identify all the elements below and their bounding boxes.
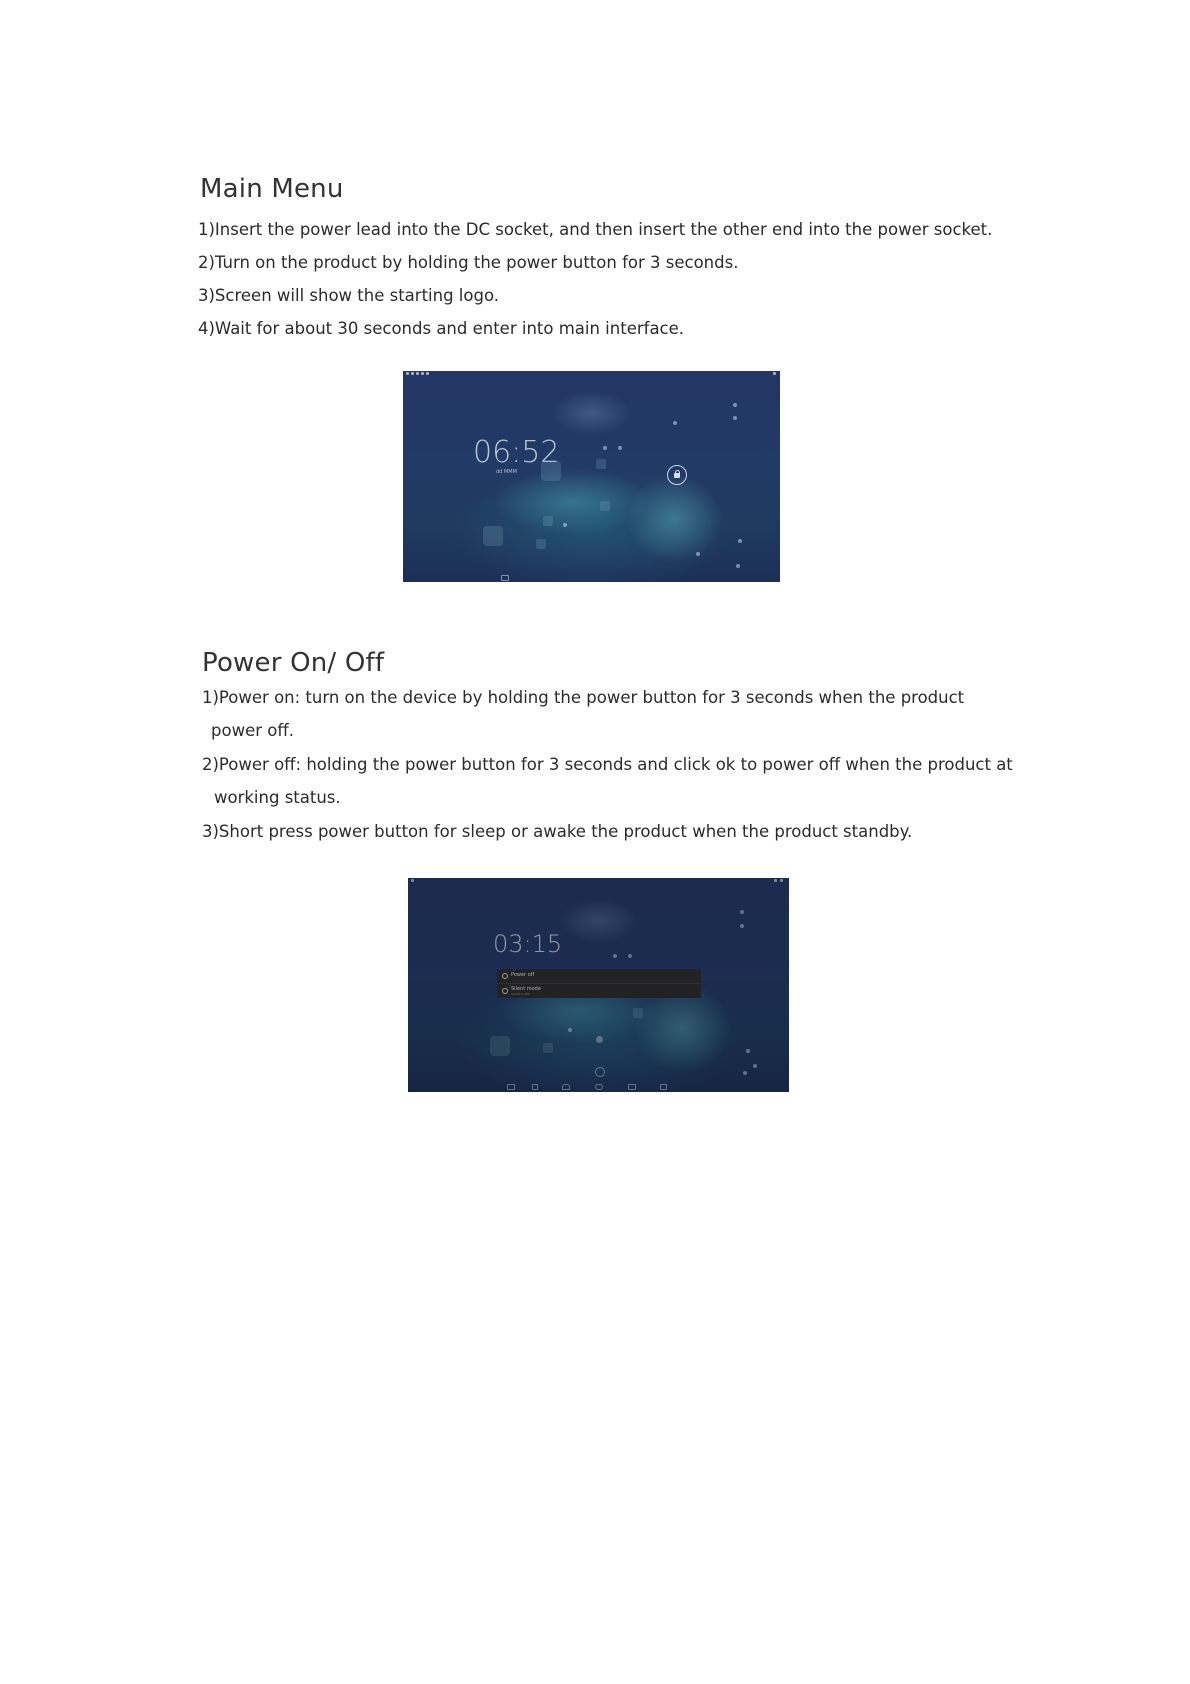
bg-dot xyxy=(628,954,632,958)
status-bar xyxy=(403,371,780,376)
silent-mode-option[interactable] xyxy=(497,984,701,998)
lockscreen-clock: 03:15 xyxy=(493,930,563,958)
volume-down-icon[interactable] xyxy=(532,1084,538,1090)
bg-dot xyxy=(618,446,622,450)
bg-square xyxy=(596,459,606,469)
bg-square xyxy=(600,501,610,511)
bg-square xyxy=(541,461,561,481)
bg-dot xyxy=(740,910,744,914)
bg-dot xyxy=(613,954,617,958)
silent-mode-status: Sound is ON xyxy=(511,992,530,996)
bg-dot xyxy=(696,552,700,556)
bg-dot xyxy=(746,1049,750,1053)
bg-dot xyxy=(563,523,567,527)
camera-icon[interactable] xyxy=(501,575,509,581)
power-line-3: 2)Power off: holding the power button for 3 seconds and click ok to power off when the product at xyxy=(202,755,1013,774)
power-line-2: power off. xyxy=(211,721,294,740)
bg-dot xyxy=(753,1064,757,1068)
app-drawer-icon[interactable] xyxy=(595,1067,605,1077)
main-menu-step-1: 1)Insert the power lead into the DC socket, and then insert the other end into the power socket. xyxy=(198,220,993,239)
main-menu-step-2: 2)Turn on the product by holding the power button for 3 seconds. xyxy=(198,253,739,272)
power-line-4: working status. xyxy=(214,788,341,807)
bg-square xyxy=(543,1043,553,1053)
bg-dot xyxy=(603,446,607,450)
bg-dot xyxy=(568,1028,572,1032)
main-menu-heading: Main Menu xyxy=(200,174,344,204)
gear-icon[interactable] xyxy=(596,1036,603,1043)
bg-dot xyxy=(673,421,677,425)
lockscreen-screenshot xyxy=(403,371,780,582)
bg-dot xyxy=(733,416,737,420)
recent-apps-icon[interactable] xyxy=(628,1084,636,1090)
power-heading: Power On/ Off xyxy=(202,648,385,678)
bg-square xyxy=(483,526,503,546)
unlock-lock-icon[interactable] xyxy=(667,465,687,485)
bg-square xyxy=(490,1036,510,1056)
power-line-5: 3)Short press power button for sleep or awake the product when the product standby. xyxy=(202,822,913,841)
power-line-1: 1)Power on: turn on the device by holding the power button for 3 seconds when the product xyxy=(202,688,965,707)
volume-icon xyxy=(502,988,508,994)
bg-dot xyxy=(733,403,737,407)
bg-square xyxy=(536,539,546,549)
power-off-label: Power off xyxy=(511,972,535,978)
bg-dot xyxy=(740,924,744,928)
main-menu-step-3: 3)Screen will show the starting logo. xyxy=(198,286,500,305)
bg-dot xyxy=(736,564,740,568)
power-off-option[interactable] xyxy=(497,969,701,984)
status-bar xyxy=(408,878,789,883)
bg-square xyxy=(633,1008,643,1018)
back-icon[interactable] xyxy=(562,1084,570,1090)
main-menu-step-4: 4)Wait for about 30 seconds and enter into main interface. xyxy=(198,319,685,338)
bg-square xyxy=(543,516,553,526)
lockscreen-date: dd MMM xyxy=(496,469,517,475)
bg-dot xyxy=(738,539,742,543)
volume-up-icon[interactable] xyxy=(660,1084,667,1090)
silent-mode-label: Silent mode xyxy=(511,986,541,992)
power-menu-screenshot xyxy=(408,878,789,1092)
lockscreen-clock: 06:52 xyxy=(473,435,560,470)
home-icon[interactable] xyxy=(595,1084,603,1090)
bg-dot xyxy=(743,1071,747,1075)
power-options-menu xyxy=(497,969,701,998)
power-icon xyxy=(502,973,508,979)
camera-icon[interactable] xyxy=(507,1084,515,1090)
